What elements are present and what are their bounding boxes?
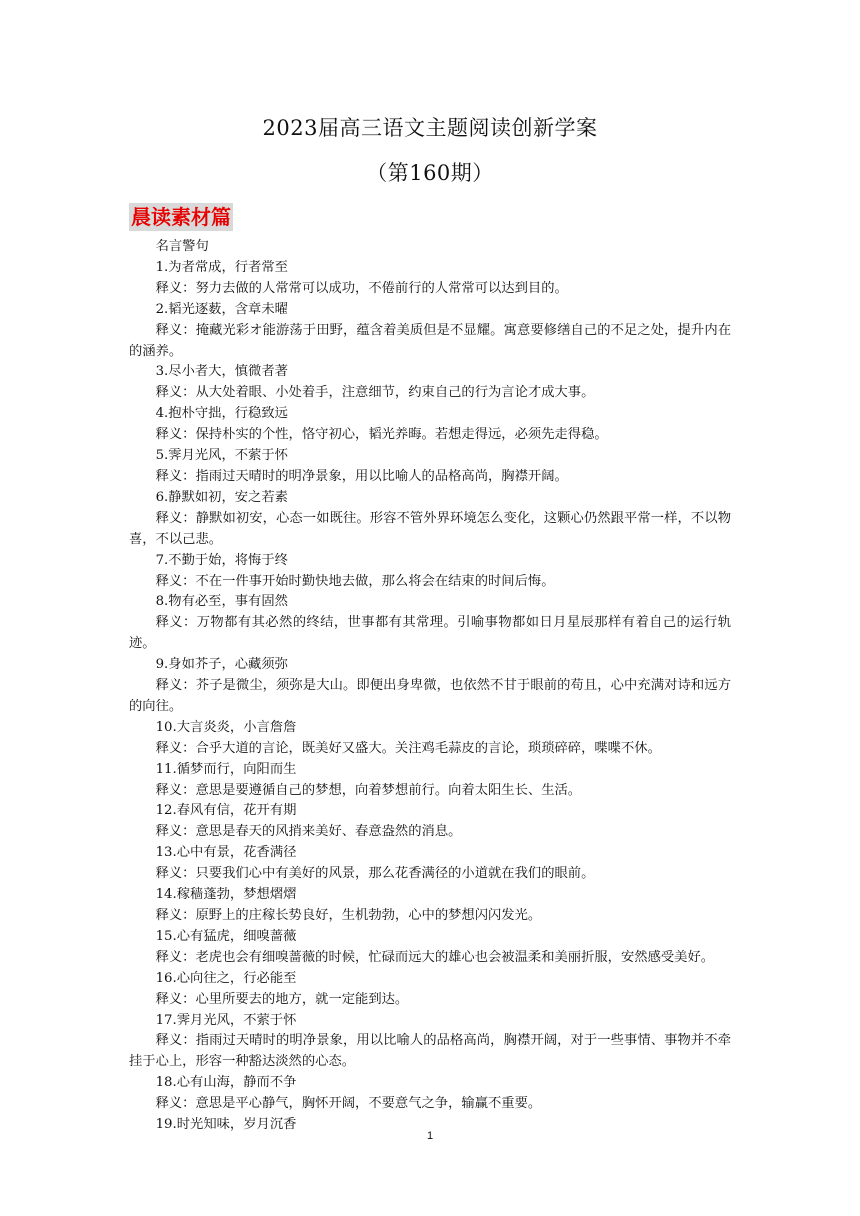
- quote-line: 13.心中有景，花香满径: [155, 845, 297, 861]
- quote-line: 12.春风有信，花开有期: [155, 803, 297, 819]
- quote-meaning: 释义：意思是春天的风捎来美好、春意盎然的消息。: [155, 824, 462, 840]
- quote-line: 8.物有必至，事有固然: [155, 594, 288, 610]
- quote-meaning: 释义：只要我们心中有美好的风景，那么花香满径的小道就在我们的眼前。: [155, 866, 595, 882]
- quotes-body: [129, 237, 731, 1136]
- quote-line: 2.韬光逐薮，含章未曜: [155, 301, 288, 317]
- quote-meaning: 释义：努力去做的人常常可以成功，不倦前行的人常常可以达到目的。: [155, 280, 568, 296]
- quote-meaning: 释义：保持朴实的个性，恪守初心，韬光养晦。若想走得远，必须先走得稳。: [155, 427, 608, 443]
- quote-line: 1.为者常成，行者常至: [155, 259, 288, 275]
- quote-meaning: 释义：静默如初安，心态一如既往。形容不管外界环境怎么变化，这颗心仍然跟平常一样，不以物喜，不以己悲。: [129, 510, 731, 547]
- quote-meaning: 释义：芥子是微尘，须弥是大山。即便出身卑微，也依然不甘于眼前的苟且，心中充满对诗和远方的向往。: [129, 678, 731, 714]
- quote-line: 3.尽小者大，慎微者著: [155, 364, 288, 380]
- quote-line: 17.霁月光风，不萦于怀: [155, 1012, 297, 1028]
- quote-line: 15.心有猛虎，细嗅蔷薇: [155, 928, 297, 944]
- quote-line: 19.时光知味，岁月沉香: [155, 1117, 297, 1133]
- quote-line: 14.稼穑蓬勃，梦想熠熠: [155, 887, 297, 903]
- quote-line: 16.心向往之，行必能至: [155, 970, 297, 986]
- quote-meaning: 释义：老虎也会有细嗅蔷薇的时候，忙碌而远大的雄心也会被温柔和美丽折服，安然感受美好。: [155, 949, 715, 965]
- quote-meaning: 释义：从大处着眼、小处着手，注意细节，约束自己的行为言论才成大事。: [155, 385, 595, 401]
- quote-line: 7.不勤于始，将悔于终: [155, 552, 288, 568]
- quote-meaning: 释义：掩藏光彩オ能游荡于田野，蕴含着美质但是不显耀。寓意要修缮自己的不足之处，提升内在的涵养。: [129, 322, 731, 359]
- page-number: 1: [426, 1130, 434, 1142]
- quote-meaning: 释义：不在一件事开始时勤快地去做，那么将会在结束的时间后悔。: [155, 573, 555, 589]
- quote-line: 11.循梦而行，向阳而生: [155, 761, 297, 777]
- quote-meaning: 释义：合乎大道的言论，既美好又盛大。关注鸡毛蒜皮的言论，琐琐碎碎，喋喋不休。: [155, 740, 661, 756]
- subheading: 名言警句: [155, 239, 209, 254]
- quote-meaning: 释义：心里所要去的地方，就一定能到达。: [155, 991, 409, 1007]
- quote-meaning: 释义：意思是要遵循自己的梦想，向着梦想前行。向着太阳生长、生活。: [155, 782, 582, 798]
- quote-line: 5.霁月光风，不萦于怀: [155, 448, 288, 464]
- quote-line: 10.大言炎炎，小言詹詹: [155, 719, 297, 735]
- quote-line: 6.静默如初，安之若素: [155, 489, 288, 505]
- quote-meaning: 释义：万物都有其必然的终结，世事都有其常理。引喻事物都如日月星辰那样有着自己的运行轨迹。: [129, 615, 731, 652]
- quote-meaning: 释义：指雨过天晴时的明净景象，用以比喻人的品格高尚，胸襟开阔。: [155, 468, 568, 484]
- quote-list: [129, 258, 731, 1136]
- document-title: 2023届高三语文主题阅读创新学案: [262, 116, 598, 140]
- quote-meaning: 释义：意思是平心静气，胸怀开阔，不要意气之争，输赢不重要。: [155, 1096, 542, 1112]
- section-heading: 晨读素材篇: [131, 205, 231, 229]
- quote-meaning: 释义：原野上的庄稼长势良好，生机勃勃，心中的梦想闪闪发光。: [155, 908, 542, 923]
- quote-meaning: 释义：指雨过天晴时的明净景象，用以比喻人的品格高尚，胸襟开阔，对于一些事情、事物并不牵挂于心上，形容一种豁达淡然的心态。: [129, 1033, 731, 1070]
- quote-line: 4.抱朴守拙，行稳致远: [155, 406, 288, 422]
- issue-number: （第160期）: [366, 161, 494, 185]
- quote-line: 18.心有山海，静而不争: [155, 1075, 297, 1091]
- quote-line: 9.身如芥子，心藏须弥: [155, 657, 288, 673]
